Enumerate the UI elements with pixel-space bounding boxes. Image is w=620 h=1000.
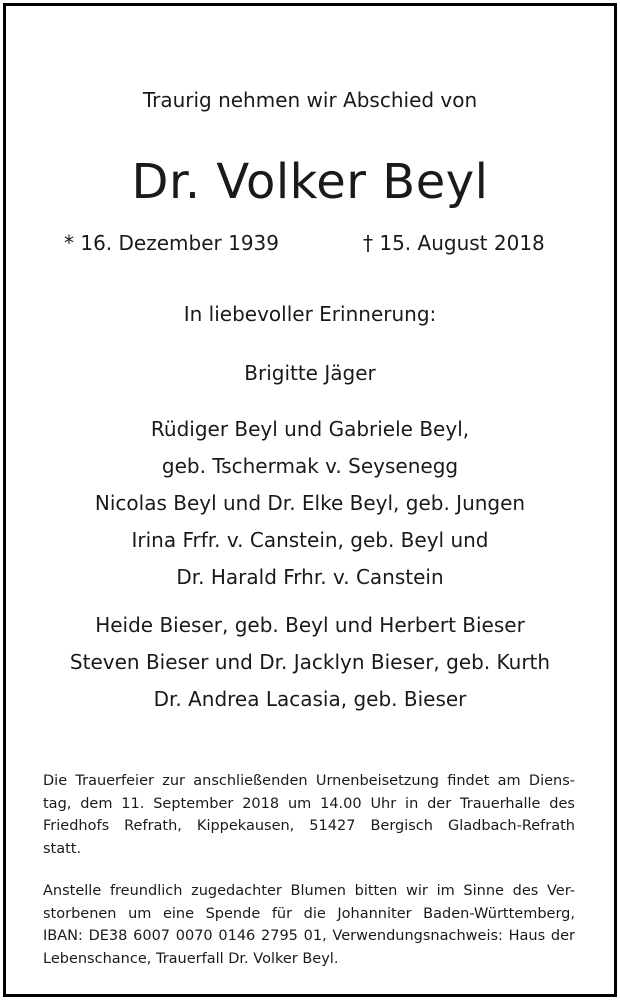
mourner-line: Rüdiger Beyl und Gabriele Beyl,: [150, 417, 470, 441]
mourner-line: Steven Bieser und Dr. Jacklyn Bieser, geb. Kurth: [69, 650, 551, 674]
death-date: † 15. August 2018: [363, 231, 545, 255]
notice-line: Friedhofs Refrath, Kippekausen, 51427 Bergisch Gladbach-Refrath: [43, 818, 575, 834]
mourner-line: Irina Frfr. v. Canstein, geb. Beyl und: [131, 528, 489, 552]
birth-date: * 16. Dezember 1939: [64, 231, 279, 255]
mourner-line: Brigitte Jäger: [244, 361, 376, 385]
mourner-line: Dr. Andrea Lacasia, geb. Bieser: [153, 687, 467, 711]
funeral-notice: [43, 770, 575, 860]
notice-line: Lebenschance, Trauerfall Dr. Volker Beyl.: [43, 950, 339, 967]
notice-line: tag, dem 11. September 2018 um 14.00 Uhr in der Trauerhalle des: [43, 795, 575, 812]
memory-heading: In liebevoller Erinnerung:: [183, 302, 437, 326]
mourners-group-1: [6, 355, 614, 392]
donation-notice: [43, 880, 575, 970]
mourner-line: geb. Tschermak v. Seysenegg: [161, 454, 459, 478]
notice-line: statt.: [43, 840, 82, 857]
notice-line: IBAN: DE38 6007 0070 0146 2795 01, Verwendungsnachweis: Haus der: [43, 928, 575, 944]
mourners-group-3: [6, 607, 614, 718]
mourners-group-2: [6, 411, 614, 596]
mourner-line: Nicolas Beyl und Dr. Elke Beyl, geb. Jungen: [94, 491, 526, 515]
notice-line: Die Trauerfeier zur anschließenden Urnenbeisetzung findet am Diens-: [43, 773, 575, 789]
obituary-card: [3, 3, 617, 997]
mourner-line: Heide Bieser, geb. Beyl und Herbert Bieser: [95, 613, 525, 637]
notice-line: Anstelle freundlich zugedachter Blumen bitten wir im Sinne des Ver-: [43, 883, 575, 899]
notice-line: storbenen um eine Spende für die Johanniter Baden-Württemberg,: [43, 905, 575, 922]
mourner-line: Dr. Harald Frhr. v. Canstein: [176, 565, 444, 589]
deceased-name: Dr. Volker Beyl: [131, 154, 489, 210]
intro-text: Traurig nehmen wir Abschied von: [142, 88, 478, 112]
